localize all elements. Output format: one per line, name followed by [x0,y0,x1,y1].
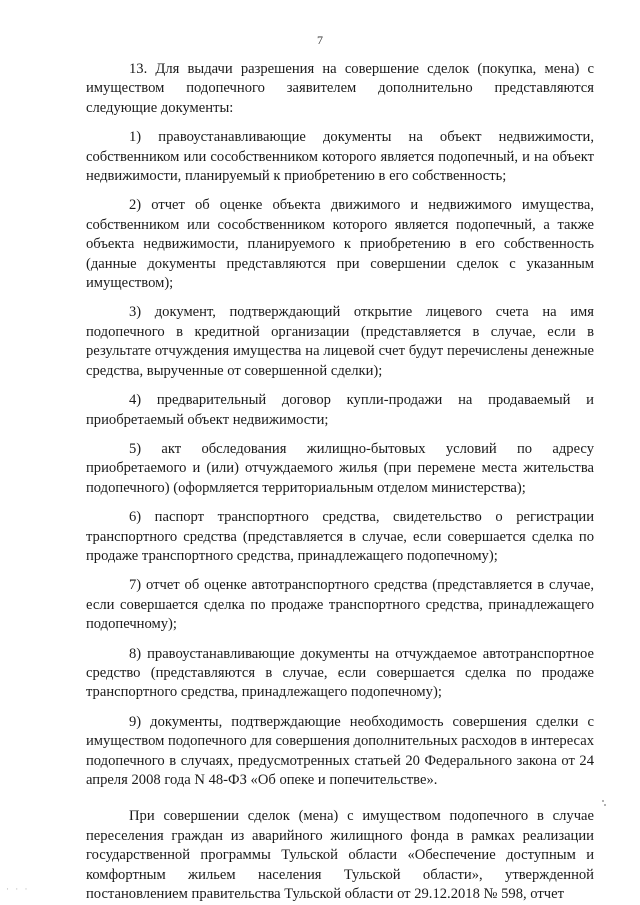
paragraph-subitem-3: 3) документ, подтверждающий открытие лицевого счета на имя подопечного в кредитной организации (представляется в случае, если в результате отчуждения имущества на лицевой счет будут перечислены денежные средства, вырученные от совершенной сделки); [86,304,594,379]
paragraph-subitem-9: 9) документы, подтверждающие необходимость совершения сделки с имуществом подопечного для совершения дополнительных расходов в интересах подопечного в случаях, предусмотренных статьей 20 Федерального закона от 24 апреля 2008 года N 48-ФЗ «Об опеке и попечительстве». [86,713,594,788]
scan-artifact-speck [602,800,604,802]
scan-artifact-speck [604,804,606,806]
paragraph-subitem-4: 4) предварительный договор купли-продажи на продаваемый и приобретаемый объект недвижимости; [86,392,594,428]
paragraph-subitem-8: 8) правоустанавливающие документы на отчуждаемое автотранспортное средство (представляются в случае, если совершается сделка по продаже транспортного средства, принадлежащего подопечному); [86,645,594,701]
page-number: 7 [317,33,323,47]
paragraph-exchange-resettlement: При совершении сделок (мена) с имуществом подопечного в случае переселения граждан из аварийного жилищного фонда в рамках реализации государственной программы Тульской области «Обеспечение доступным и комфортным жильем населения Тульской области», утвержденной постановлением правительства Тульской области от 29.12.2018 № 598, отчет [86,808,594,903]
document-body [86,60,594,904]
paragraph-subitem-2: 2) отчет об оценке объекта движимого и недвижимого имущества, собственником или сособственником которого является подопечный, а также объекта недвижимости, планируемого к приобретению в его собственность (данные документы представляются при совершении сделок с указанным имуществом); [86,197,594,292]
paragraph-subitem-7: 7) отчет об оценке автотранспортного средства (представляется в случае, если совершается сделка по продаже транспортного средства, принадлежащего подопечному); [86,577,594,633]
scan-artifact-dots: · · · [6,884,30,894]
paragraph-item-13: 13. Для выдачи разрешения на совершение сделок (покупка, мена) с имуществом подопечного заявителем дополнительно представляются следующие документы: [86,61,594,116]
paragraph-subitem-6: 6) паспорт транспортного средства, свидетельство о регистрации транспортного средства (представляется в случае, если совершается сделка по продаже транспортного средства, принадлежащего подопечному); [86,509,594,564]
paragraph-subitem-1: 1) правоустанавливающие документы на объект недвижимости, собственником или сособственником которого является подопечный, и на объект недвижимости, планируемый к приобретению в его собственность; [86,129,594,185]
paragraph-subitem-5: 5) акт обследования жилищно-бытовых условий по адресу приобретаемого и (или) отчуждаемого жилья (при перемене места жительства подопечного) (оформляется территориальным отделом министерства); [86,440,594,496]
